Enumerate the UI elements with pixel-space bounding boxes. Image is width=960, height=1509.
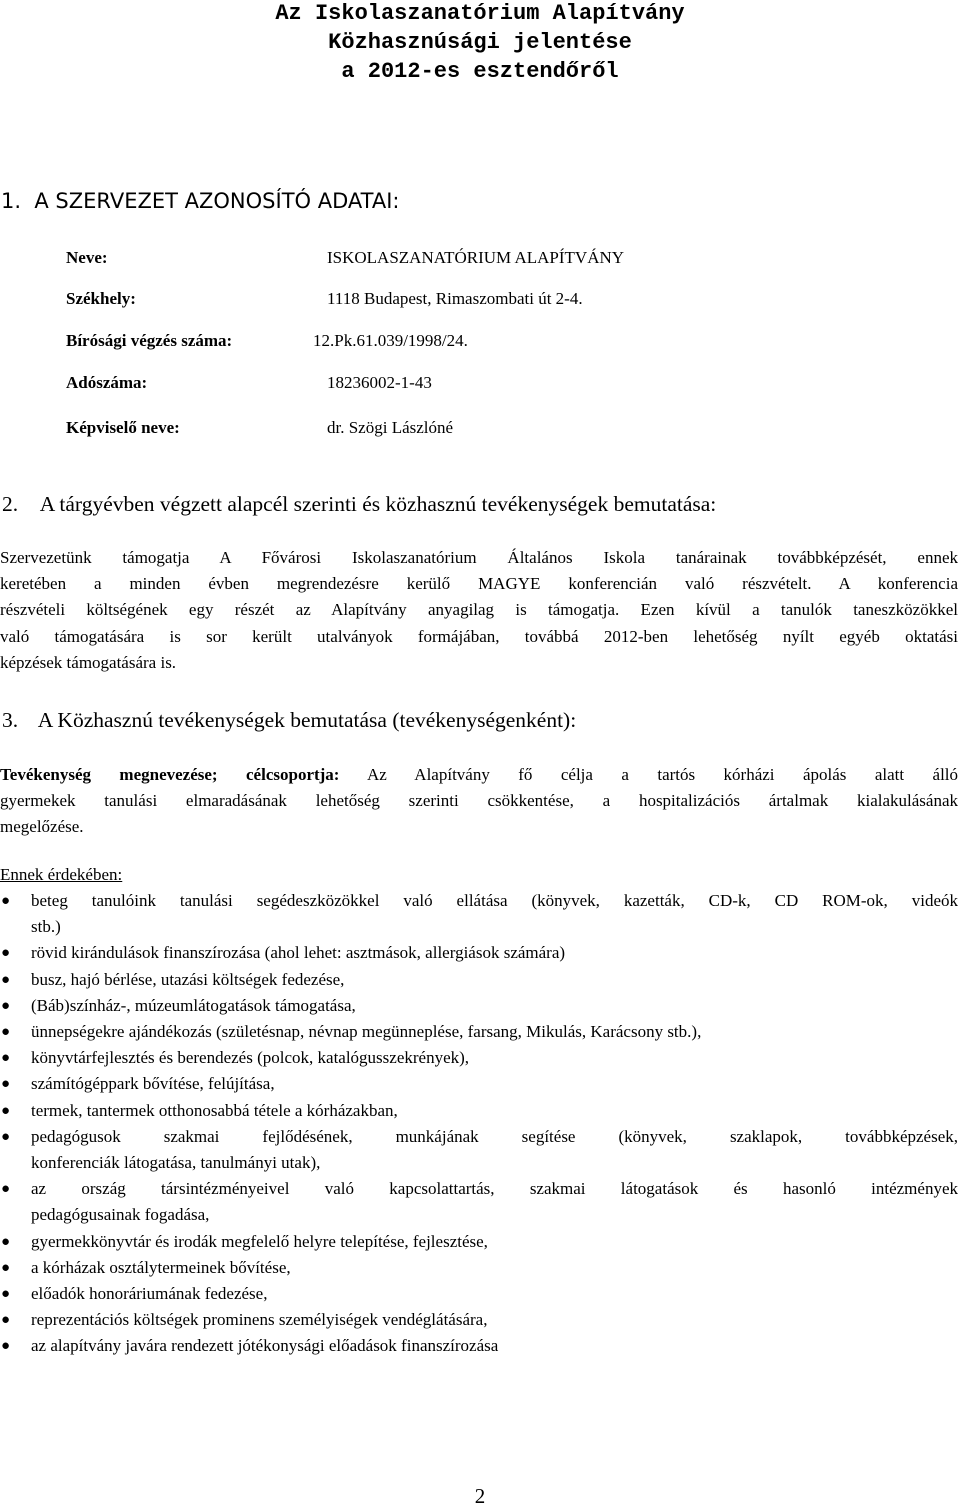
list-item-text: pedagógusainak fogadása, xyxy=(31,1205,210,1225)
list-item xyxy=(0,1229,958,1255)
bullet-icon: ● xyxy=(1,997,11,1014)
section-3-title: A Közhasznú tevékenységek bemutatása (tevékenységenként): xyxy=(37,708,577,732)
section-3-heading xyxy=(2,708,576,733)
paragraph-line: részvételi költségének egy részét az Alapítvány anyagilag is támogatja. Ezen kívül a tanulók taneszközökkel xyxy=(0,600,958,620)
list-item xyxy=(0,1281,958,1307)
field-value-seat: 1118 Budapest, Rimaszombati út 2-4. xyxy=(327,289,583,308)
list-item-text: stb.) xyxy=(31,917,61,937)
paragraph-line: Szervezetünk támogatja A Fővárosi Iskolaszanatórium Általános Iskola tanárainak továbbképzését, ennek xyxy=(0,548,958,567)
title-line-3: a 2012-es esztendőről xyxy=(341,59,619,84)
bullet-icon: ● xyxy=(1,1050,11,1067)
bullet-icon: ● xyxy=(1,971,11,988)
list-item xyxy=(0,1333,958,1359)
section-2-title: A tárgyévben végzett alapcél szerinti és közhasznú tevékenységek bemutatása: xyxy=(39,492,717,516)
field-label-court-order: Bírósági végzés száma: xyxy=(66,331,233,350)
paragraph-line: megelőzése. xyxy=(0,817,84,837)
field-label-seat: Székhely: xyxy=(66,289,136,308)
bullet-icon: ● xyxy=(1,1181,11,1198)
bullet-icon: ● xyxy=(1,893,11,909)
field-value-name: ISKOLASZANATÓRIUM ALAPÍTVÁNY xyxy=(327,248,625,267)
bullet-icon: ● xyxy=(1,1102,11,1119)
section-1-heading: 1. A SZERVEZET AZONOSÍTÓ ADATAI: xyxy=(1,189,400,213)
bullet-icon: ● xyxy=(1,945,11,962)
list-item-text: gyermekkönyvtár és irodák megfelelő helyre telepítése, fejlesztése, xyxy=(31,1231,488,1251)
bullet-icon: ● xyxy=(1,1233,11,1250)
paragraph-line: gyermekek tanulási elmaradásának lehetőség szerinti csökkentése, a hospitalizációs ártalmak kialakulásának xyxy=(0,791,958,811)
activity-label: Tevékenység megnevezése; célcsoportja: xyxy=(0,765,340,784)
section-2-heading xyxy=(2,492,716,517)
field-label-representative: Képviselő neve: xyxy=(66,418,180,437)
bullet-icon: ● xyxy=(1,1076,11,1093)
bullet-icon: ● xyxy=(1,1338,11,1355)
field-value-tax-number: 18236002-1-43 xyxy=(327,373,432,392)
paragraph-line: való támogatására is sor került utalványok formájában, továbbá 2012-ben lehetőség nyílt egyéb oktatási xyxy=(0,626,958,646)
subheading-text: Ennek érdekében: xyxy=(0,865,123,884)
section-2-number: 2. xyxy=(2,492,19,516)
list-item xyxy=(0,993,958,1019)
list-item-text: konferenciák látogatása, tanulmányi utak), xyxy=(31,1153,321,1173)
list-item-text: pedagógusok szakmai fejlődésének, munkájának segítése (könyvek, szaklapok, továbbképzések, xyxy=(31,1126,958,1146)
list-item-text: termek, tantermek otthonosabbá tétele a kórházakban, xyxy=(31,1100,398,1120)
list-item xyxy=(0,967,958,993)
list-item xyxy=(0,1045,958,1071)
field-label-name: Neve: xyxy=(66,248,108,267)
page-number: 2 xyxy=(474,1484,486,1508)
list-item xyxy=(0,1176,958,1228)
bullet-icon: ● xyxy=(1,1286,11,1303)
activity-text: Az Alapítvány fő célja a tartós kórházi ápolás alatt álló xyxy=(366,765,959,784)
bullet-icon: ● xyxy=(1,1259,11,1276)
document-title xyxy=(0,0,960,86)
bullet-icon: ● xyxy=(1,1128,11,1145)
activity-list xyxy=(0,888,958,1360)
list-item xyxy=(0,1098,958,1124)
list-item-text: ünnepségekre ajándékozás (születésnap, névnap megünneplése, farsang, Mikulás, Karácsony stb.), xyxy=(31,1022,702,1042)
bullet-icon: ● xyxy=(1,1312,11,1329)
paragraph-line xyxy=(0,762,958,788)
section-2-paragraph xyxy=(0,545,958,676)
subheading xyxy=(0,862,958,888)
title-line-2: Közhasznúsági jelentése xyxy=(328,30,632,55)
list-item-text: a kórházak osztálytermeinek bővítése, xyxy=(31,1257,291,1277)
list-item-text: busz, hajó bérlése, utazási költségek fedezése, xyxy=(31,969,345,989)
section-3-number: 3. xyxy=(2,708,19,732)
bullet-icon: ● xyxy=(1,1024,11,1041)
paragraph-line: keretében a minden évben megrendezésre kerülő MAGYE konferencián való részvételt. A konferencia xyxy=(0,574,958,594)
activity-paragraph xyxy=(0,762,958,841)
list-item-text: az ország társintézményeivel való kapcsolattartás, szakmai látogatások és hasonló intézmények xyxy=(31,1179,958,1199)
list-item xyxy=(0,1255,958,1281)
list-item-text: (Báb)színház-, múzeumlátogatások támogatása, xyxy=(31,995,356,1015)
list-item-text: könyvtárfejlesztés és berendezés (polcok, katalógusszekrények), xyxy=(31,1048,470,1068)
list-item xyxy=(0,1307,958,1333)
paragraph-line: képzések támogatására is. xyxy=(0,652,177,672)
list-item-text: reprezentációs költségek prominens személyiségek vendéglátására, xyxy=(31,1310,488,1330)
list-item-text: beteg tanulóink tanulási segédeszközökkel való ellátása (könyvek, kazetták, CD-k, CD ROM-ok, videók xyxy=(31,891,958,910)
list-item xyxy=(0,1124,958,1176)
list-item-text: az alapítvány javára rendezett jótékonysági előadások finanszírozása xyxy=(31,1336,499,1356)
list-item-text: rövid kirándulások finanszírozása (ahol lehet: asztmások, allergiások számára) xyxy=(31,943,566,963)
list-item xyxy=(0,1071,958,1097)
list-item-text: számítógéppark bővítése, felújítása, xyxy=(31,1074,275,1094)
title-line-1: Az Iskolaszanatórium Alapítvány xyxy=(275,1,685,26)
field-label-tax-number: Adószáma: xyxy=(66,373,148,392)
list-item xyxy=(0,940,958,966)
field-value-court-order: 12.Pk.61.039/1998/24. xyxy=(313,331,468,350)
list-item-text: előadók honoráriumának fedezése, xyxy=(31,1284,268,1304)
list-item xyxy=(0,888,958,940)
list-item xyxy=(0,1019,958,1045)
field-value-representative: dr. Szögi Lászlóné xyxy=(327,418,454,437)
